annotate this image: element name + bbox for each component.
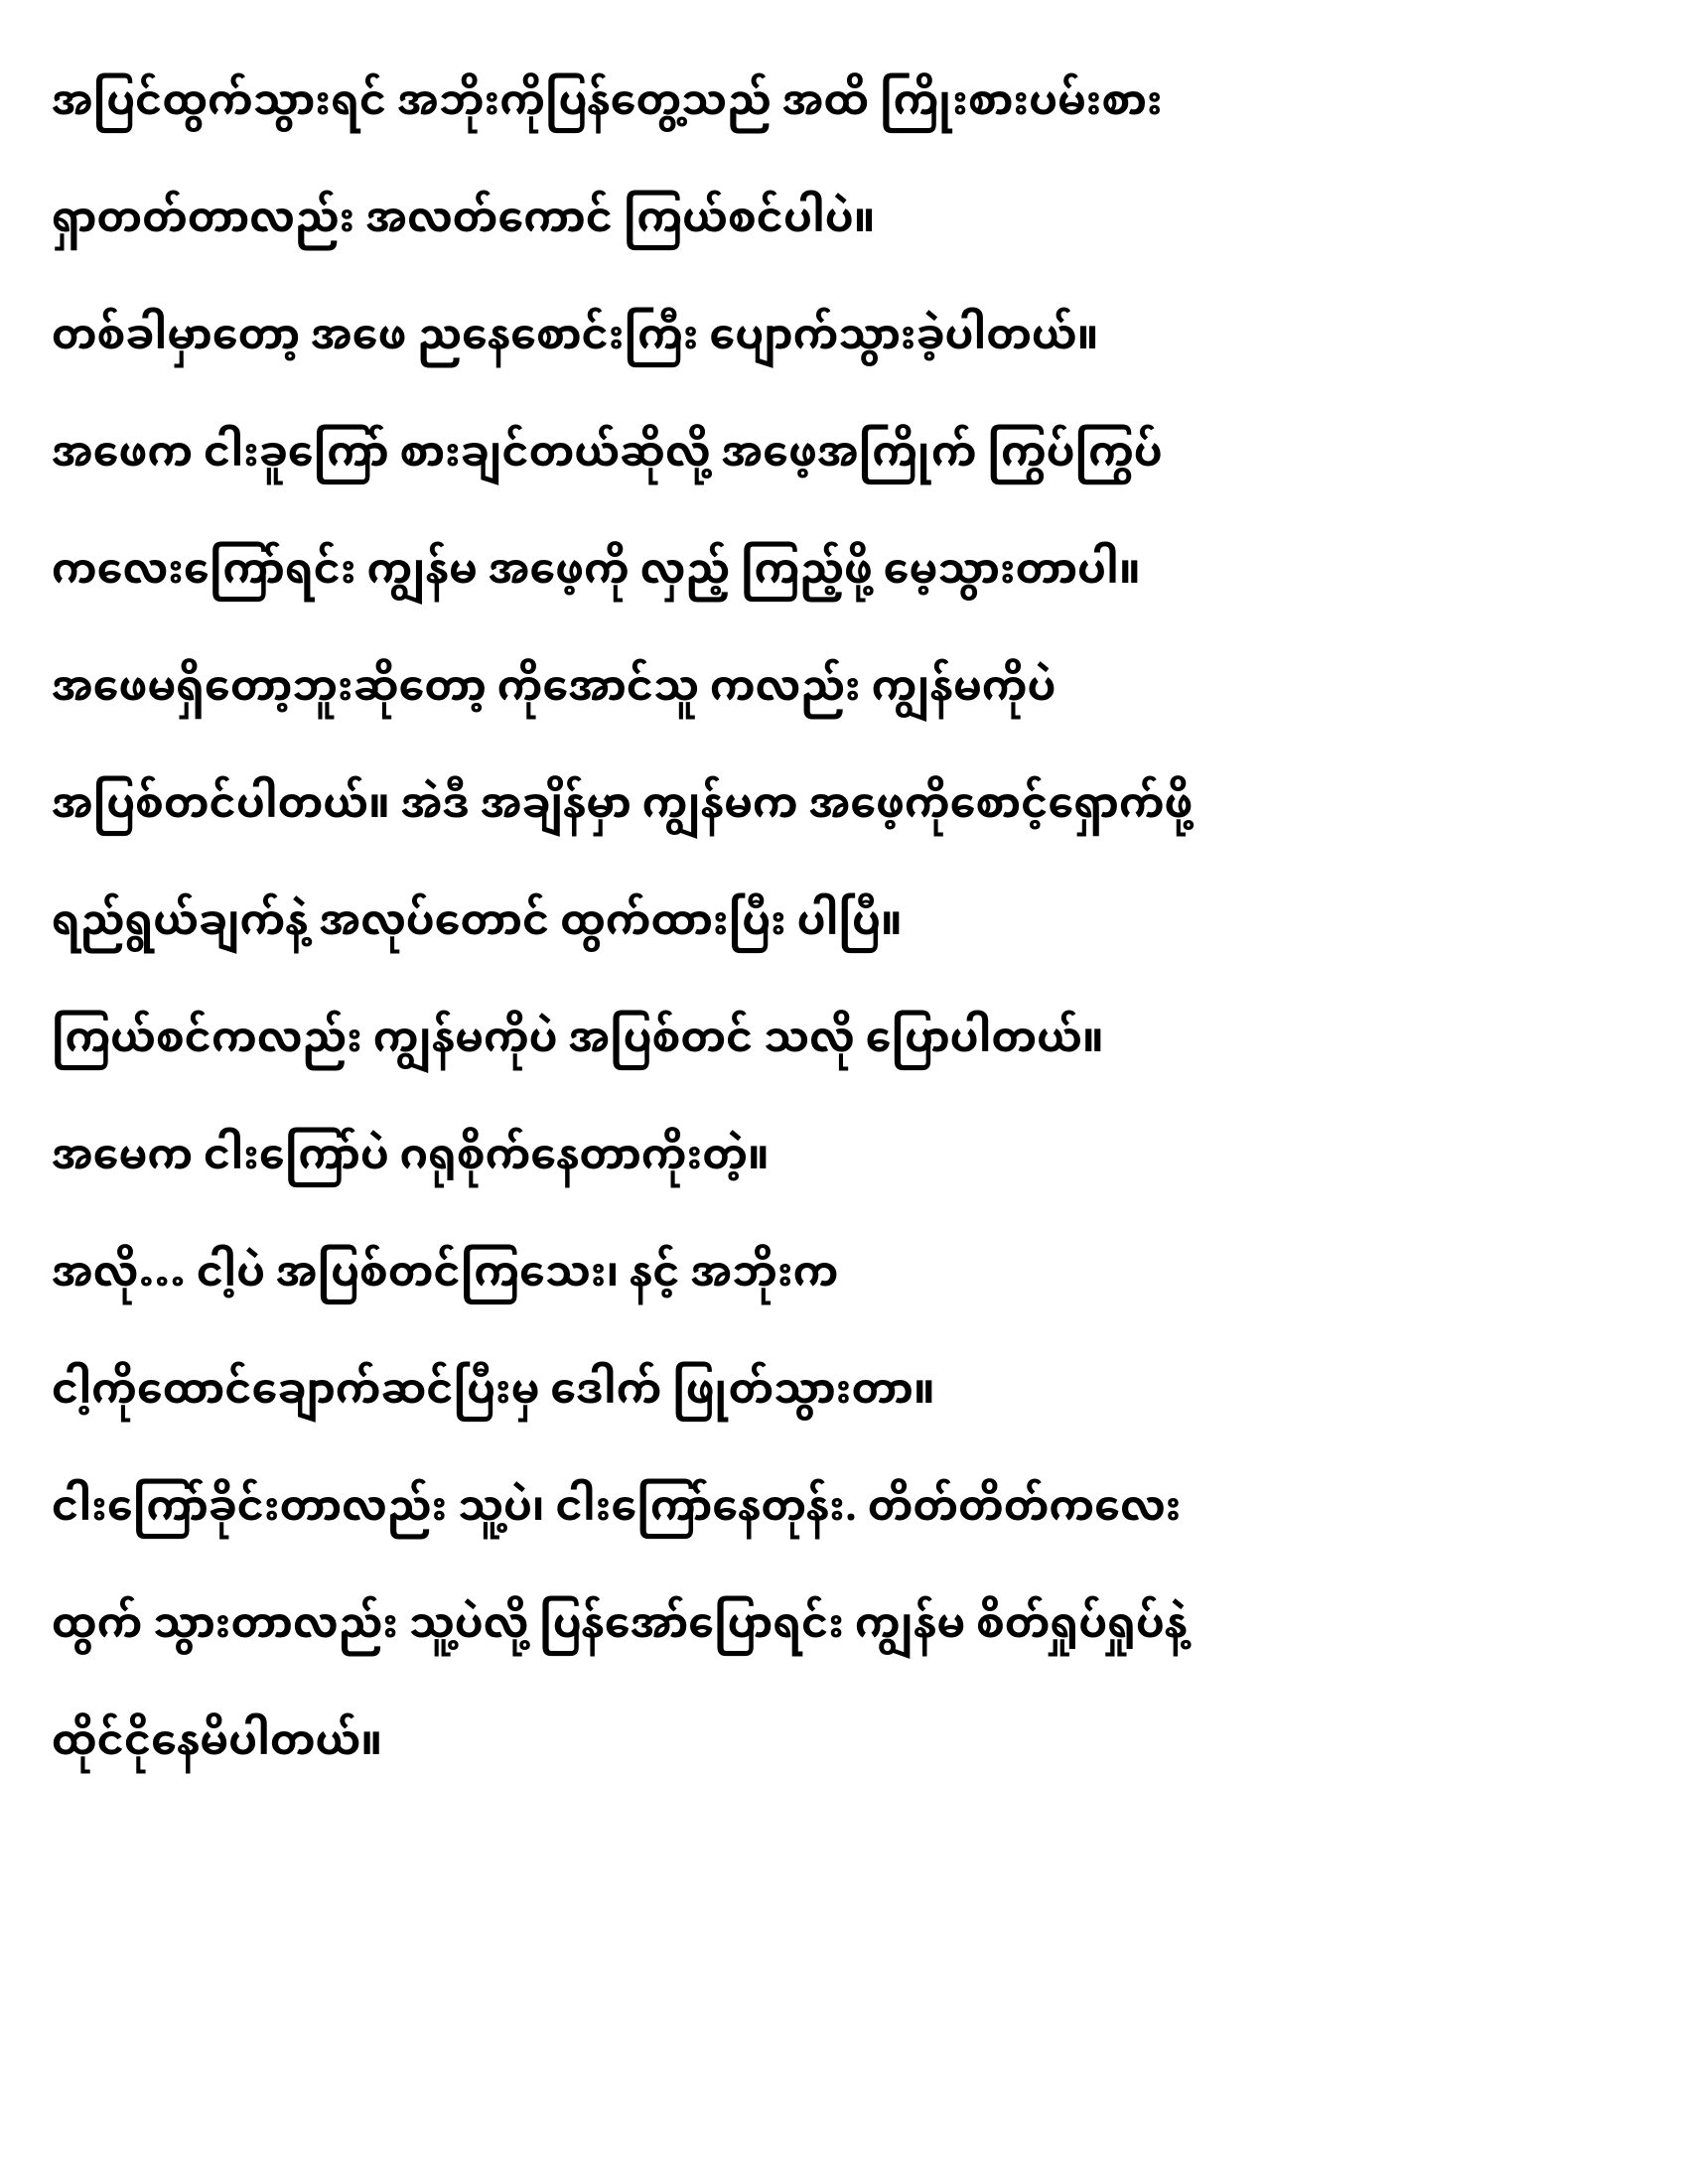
text-line: အပြစ်တင်ပါတယ်။ အဲဒီ အချိန်မှာ ကျွန်မက အဖေ့ကိုစောင့်ရှောက်ဖို့ <box>52 764 1194 853</box>
text-line: အဖေက ငါးခူကြော် စားချင်တယ်ဆိုလို့ အဖေ့အကြိုက် ကြွပ်ကြွပ် <box>52 413 1163 501</box>
text-line: အဖေမရှိတော့ဘူးဆိုတော့ ကိုအောင်သူ ကလည်း ကျွန်မကိုပဲ <box>52 647 1056 736</box>
text-line: အပြင်ထွက်သွားရင် အဘိုးကိုပြန်တွေ့သည် အထိ ကြိုးစားပမ်းစား <box>52 62 1163 150</box>
text-line: ငါ့ကိုထောင်ချောက်ဆင်ပြီးမှ ဒေါက် ဖြုတ်သွားတာ။ <box>52 1350 935 1438</box>
text-line: ရည်ရွယ်ချက်နဲ့ အလုပ်တောင် ထွက်ထားပြီး ပါပြီ။ <box>52 882 903 970</box>
text-line: ထွက် သွားတာလည်း သူ့ပဲလို့ ပြန်အော်ပြောရင်း ကျွန်မ စိတ်ရှုပ်ရှုပ်နဲ့ <box>52 1584 1189 1673</box>
text-line: ရှာတတ်တာလည်း အလတ်ကောင် ကြယ်စင်ပါပဲ။ <box>52 179 876 267</box>
text-line: ထိုင်ငိုနေမိပါတယ်။ <box>52 1702 383 1790</box>
text-line: ကလေးကြော်ရင်း ကျွန်မ အဖေ့ကို လှည့် ကြည့်ဖို့ မေ့သွားတာပါ။ <box>52 530 1141 618</box>
text-line: ကြယ်စင်ကလည်း ကျွန်မကိုပဲ အပြစ်တင် သလို ပြောပါတယ်။ <box>52 999 1104 1087</box>
document-text-body <box>52 48 1628 1805</box>
text-line: ငါးကြော်ခိုင်းတာလည်း သူ့ပဲ၊ ငါးကြော်နေတုန်း. တိတ်တိတ်ကလေး <box>52 1467 1182 1556</box>
text-line: တစ်ခါမှာတော့ အဖေ ညနေစောင်းကြီး ပျောက်သွားခဲ့ပါတယ်။ <box>52 296 1099 384</box>
text-line: အမေက ငါးကြော်ပဲ ဂရုစိုက်နေတာကိုးတဲ့။ <box>52 1116 770 1204</box>
paragraph-block <box>52 48 1628 1805</box>
text-line: အလို… ငါ့ပဲ အပြစ်တင်ကြသေး၊ နင့် အဘိုးက <box>52 1233 839 1321</box>
